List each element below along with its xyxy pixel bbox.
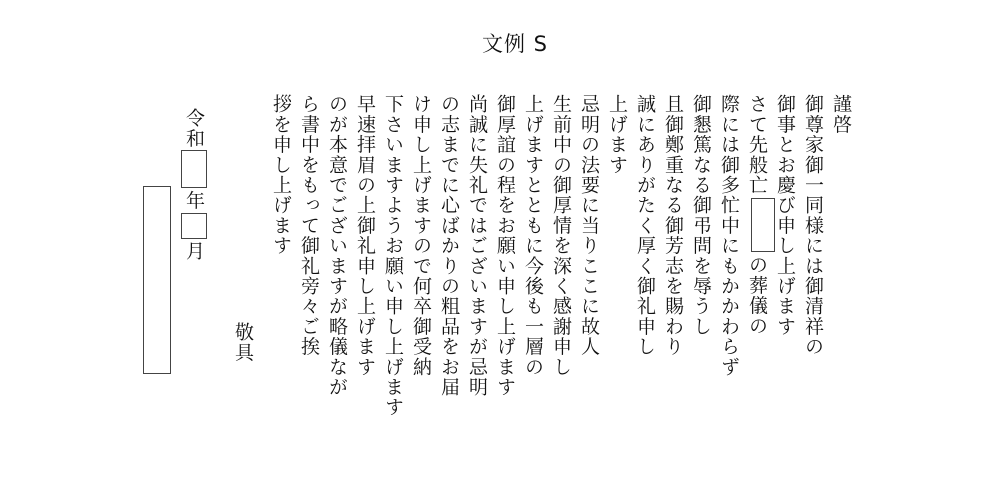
body-column-19: のが本意でございますが略儀なが xyxy=(326,94,348,397)
sender-name-box xyxy=(143,186,171,374)
page-title: 文例 S xyxy=(481,32,548,56)
body-column-4-end: の葬儀の xyxy=(746,255,768,336)
body-column-20: ら書中をもって御礼旁々ご挨 xyxy=(298,94,320,357)
body-column-4-start: さて先般 xyxy=(746,94,768,175)
date-month-box xyxy=(181,213,207,239)
body-column-12: 上げますとともに今後も一層の xyxy=(522,94,544,377)
body-column-17: 下さいますようお願い申し上げます xyxy=(382,94,404,418)
body-column-21: 拶を申し上げます xyxy=(270,94,292,256)
body-column-1: 謹啓 xyxy=(830,94,852,135)
body-column-15: の志までに心ばかりの粗品をお届 xyxy=(438,94,460,397)
body-column-13: 御厚誼の程をお願い申し上げます xyxy=(494,94,516,397)
date-month-unit: 月 xyxy=(183,240,205,261)
date-year-unit: 年 xyxy=(183,190,205,211)
date-column xyxy=(181,108,207,261)
body-column-8: 誠にありがたく厚く御礼申し xyxy=(634,94,656,357)
body-column-5: 際には御多忙中にもかかわらず xyxy=(718,94,740,377)
body-column-2: 御尊家御一同様には御清祥の xyxy=(802,94,824,357)
body-column-9: 上げます xyxy=(606,94,628,175)
body-column-6: 御懇篤なる御弔問を辱うし xyxy=(690,94,712,337)
date-year-box xyxy=(181,150,207,188)
body-column-3: 御事とお慶び申し上げます xyxy=(774,94,796,337)
closing-keigu: 敬具 xyxy=(232,322,254,363)
body-column-11: 生前中の御厚情を深く感謝申し xyxy=(550,94,572,377)
body-column-10: 忌明の法要に当りここに故人 xyxy=(578,94,600,357)
body-column-7: 且御鄭重なる御芳志を賜わり xyxy=(662,94,684,357)
body-column-4 xyxy=(747,94,775,336)
date-era: 令和 xyxy=(183,108,205,149)
body-column-18: 早速拝眉の上御礼申し上げます xyxy=(354,94,376,377)
body-column-14: 尚誠に失礼ではございますが忌明 xyxy=(466,94,488,397)
deceased-prefix: 亡 xyxy=(746,174,768,196)
deceased-name-box xyxy=(751,198,775,252)
body-column-16: け申し上げますので何卒御受納 xyxy=(410,94,432,377)
